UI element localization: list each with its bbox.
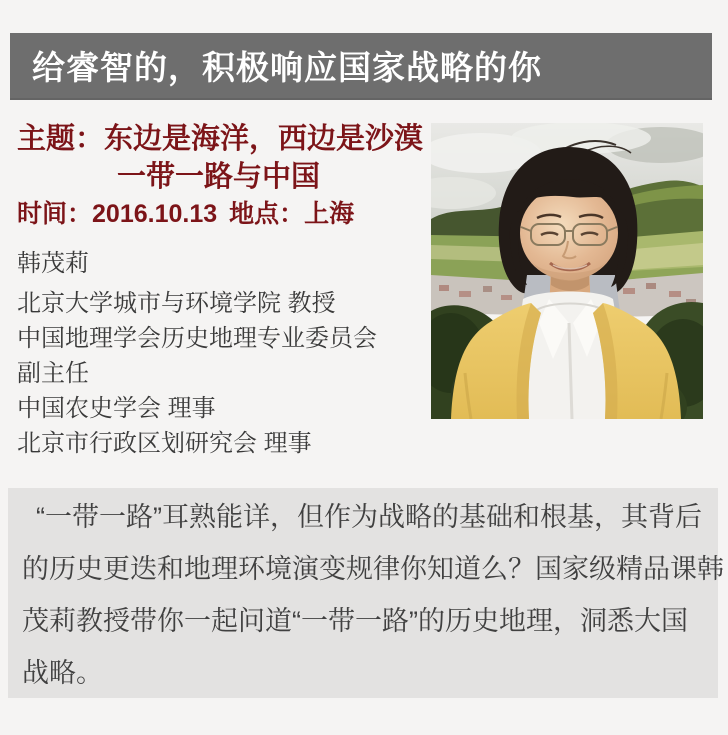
speaker-name: 韩茂莉 <box>17 250 89 277</box>
description-line: “一带一路”耳熟能详，但作为战略的基础和根基，其背后 <box>36 502 702 532</box>
location-label: 地点： <box>229 200 305 228</box>
speaker-bio <box>17 246 427 461</box>
description-lines <box>22 491 724 699</box>
topic-label: 主题： <box>17 123 105 155</box>
banner <box>10 33 712 100</box>
description-line: 战略。 <box>22 658 103 688</box>
description-line: 的历史更迭和地理环境演变规律你知道么？国家级精品课韩 <box>22 554 724 584</box>
description-line: 茂莉教授带你一起问道“一带一路”的历史地理，洞悉大国 <box>22 606 688 636</box>
topic-text: 东边是海洋，西边是沙漠 <box>104 123 424 155</box>
person-face <box>520 186 618 280</box>
topic-line-2: 一带一路与中国 <box>117 161 321 193</box>
event-topic-block <box>17 120 427 230</box>
speaker-titles <box>17 286 427 461</box>
speaker-title-line: 中国农史学会 理事 <box>17 395 216 422</box>
speaker-photo-illustration <box>431 123 703 419</box>
banner-title: 给睿智的，积极响应国家战略的你 <box>32 51 542 87</box>
speaker-title-line: 中国地理学会历史地理专业委员会 <box>17 325 377 352</box>
course-description <box>8 488 724 698</box>
event-schedule <box>17 198 427 230</box>
time-label: 时间： <box>17 200 93 228</box>
speaker-title-line: 副主任 <box>17 360 89 387</box>
speaker-title-line: 北京大学城市与环境学院 教授 <box>17 290 336 317</box>
time-value: 2016.10.13 <box>92 200 218 228</box>
speaker-photo <box>431 123 703 419</box>
speaker-title-line: 北京市行政区划研究会 理事 <box>17 430 312 457</box>
topic-line-1 <box>17 120 427 158</box>
location-value: 上海 <box>304 200 355 228</box>
